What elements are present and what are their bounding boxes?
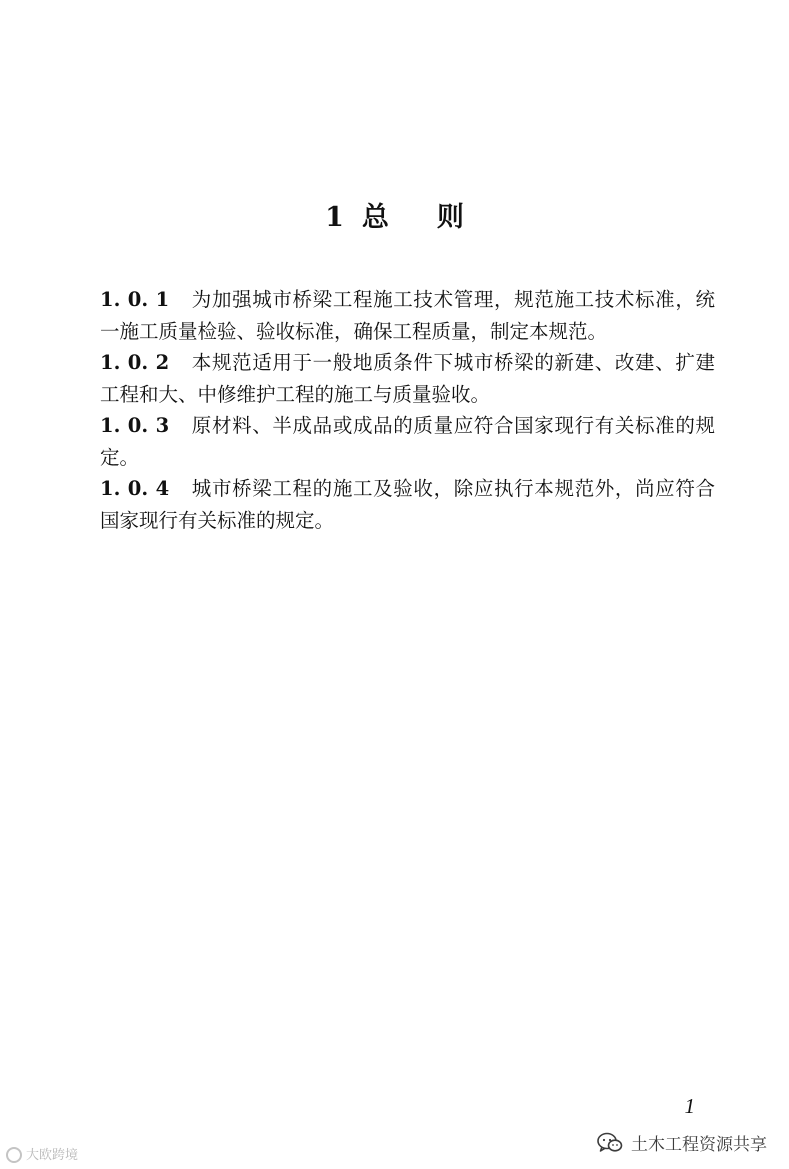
chapter-title-char-2: 则 — [436, 202, 464, 233]
clause-number: 1. 0. 1 — [100, 288, 170, 311]
clause-1-0-4 — [100, 473, 715, 536]
chapter-title-char-1: 总 — [361, 202, 389, 233]
clause-text: 为加强城市桥梁工程施工技术管理，规范施工技术标准，统一施工质量检验、验收标准，确保工程质量，制定本规范。 — [100, 288, 715, 343]
watermark-left-text: 大欧跨境 — [26, 1147, 79, 1163]
clause-1-0-2 — [100, 347, 715, 410]
wechat-icon — [597, 1132, 623, 1154]
clause-text: 本规范适用于一般地质条件下城市桥梁的新建、改建、扩建工程和大、中修维护工程的施工与质量验收。 — [100, 351, 715, 406]
clause-number: 1. 0. 2 — [100, 351, 170, 374]
clause-list — [100, 284, 715, 536]
circle-logo-icon — [6, 1147, 22, 1163]
page-number: 1 — [684, 1094, 695, 1118]
chapter-number: 1 — [325, 202, 344, 233]
watermark-right-text: 土木工程资源共享 — [631, 1135, 767, 1155]
clause-1-0-1 — [100, 284, 715, 347]
clause-text: 原材料、半成品或成品的质量应符合国家现行有关标准的规定。 — [100, 414, 715, 469]
clause-number: 1. 0. 4 — [100, 477, 170, 500]
clause-1-0-3 — [100, 410, 715, 473]
clause-text: 城市桥梁工程的施工及验收，除应执行本规范外，尚应符合国家现行有关标准的规定。 — [100, 477, 715, 532]
watermark-right — [597, 1130, 767, 1155]
watermark-left — [6, 1144, 78, 1164]
chapter-title — [0, 195, 789, 234]
clause-number: 1. 0. 3 — [100, 414, 170, 437]
